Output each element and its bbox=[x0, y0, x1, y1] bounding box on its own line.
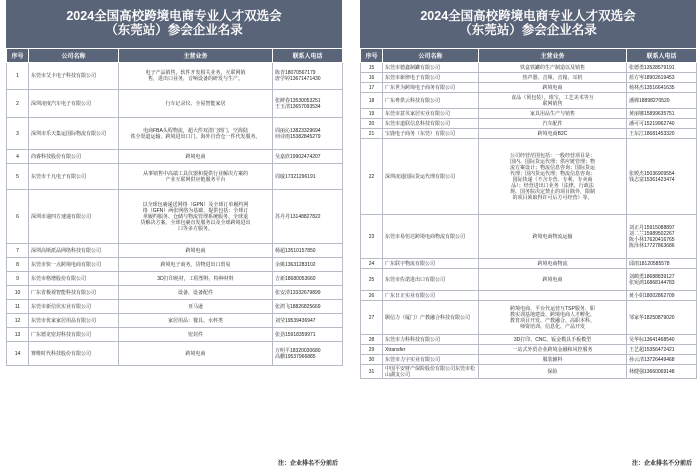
main-business bbox=[479, 215, 627, 259]
company-name: 广东日正实业有限公司 bbox=[383, 291, 479, 301]
table-row bbox=[7, 342, 343, 366]
company-name: 东莞市力科科技有限公司 bbox=[383, 335, 479, 345]
company-name: 东莞市新信伏实业有限公司 bbox=[29, 300, 119, 314]
contact-phone bbox=[273, 190, 343, 244]
company-name: 深圳市乐天集运国际物流有限公司 bbox=[29, 118, 119, 150]
contact-line: 唐学婷13671471430 bbox=[275, 76, 321, 82]
table-row bbox=[7, 300, 343, 314]
contact-line: 张劲15918359971 bbox=[275, 331, 316, 338]
main-business bbox=[119, 190, 273, 244]
business-line: 跨境电商 bbox=[542, 276, 563, 283]
business-line: 跨境电子商务，货物进出口贸易 bbox=[160, 261, 231, 268]
table-row bbox=[361, 215, 697, 259]
contact-line: 余姚13631283102 bbox=[275, 261, 316, 268]
contact-line: 苏丹丹13148827822 bbox=[275, 213, 321, 220]
row-seq: 12 bbox=[7, 314, 29, 328]
contact-phone bbox=[273, 328, 343, 342]
company-name: 广东粤供云科技有限公司 bbox=[383, 93, 479, 109]
contact-line: 何诗雨15382845279 bbox=[275, 133, 321, 140]
company-name: 中国平安财产保险股份有限公司东莞市松山湖支公司 bbox=[383, 365, 479, 379]
contact-line: 黄小姐18002862709 bbox=[629, 292, 675, 299]
table-header-row bbox=[7, 49, 343, 63]
company-name: 广东德龙密封科技有限公司 bbox=[29, 328, 119, 342]
main-business bbox=[479, 355, 627, 365]
business-line: 公司经营范围包括：一般经营项目是： bbox=[509, 152, 595, 159]
table-row bbox=[7, 90, 343, 118]
contact-line: 杨林杰13516641635 bbox=[629, 84, 675, 91]
table-row bbox=[361, 291, 697, 301]
contact-phone bbox=[627, 129, 697, 139]
main-business bbox=[479, 301, 627, 335]
row-seq: 27 bbox=[361, 301, 383, 335]
contact-line: 邱雨18120585578 bbox=[629, 260, 670, 267]
main-business bbox=[479, 119, 627, 129]
main-business bbox=[119, 118, 273, 150]
business-line: 跨境电商 bbox=[185, 247, 206, 254]
row-seq: 4 bbox=[7, 150, 29, 164]
row-seq: 31 bbox=[361, 365, 383, 379]
contact-line: 周丽沁13823329694 bbox=[275, 127, 321, 134]
row-seq: 19 bbox=[361, 109, 383, 119]
table-row bbox=[7, 63, 343, 90]
main-business bbox=[479, 345, 627, 355]
business-line: 的项目须取得许可后方可经营）等。 bbox=[512, 194, 593, 201]
header-contact-phone: 联系人电话 bbox=[627, 49, 697, 63]
contact-line: 王艺超15356472421 bbox=[629, 346, 675, 353]
main-business bbox=[119, 244, 273, 258]
business-line: 亚马逊 bbox=[187, 303, 203, 310]
page-subtitle: （东莞站）参会企业名录 bbox=[105, 23, 243, 37]
contact-phone bbox=[627, 139, 697, 215]
row-seq: 17 bbox=[361, 83, 383, 93]
contact-line: 吉新18680053660 bbox=[275, 275, 316, 282]
company-name: 东莞市格增股份有限公司 bbox=[29, 272, 119, 286]
business-line: 食品（预包装），珠宝，工艺美术等互 bbox=[511, 94, 594, 101]
row-seq: 10 bbox=[7, 286, 29, 300]
header-contact-phone: 联系人电话 bbox=[273, 49, 343, 63]
row-seq: 26 bbox=[361, 291, 383, 301]
business-line: 跨境电商物流运输 bbox=[532, 233, 573, 240]
contact-phone bbox=[627, 301, 697, 335]
contact-phone bbox=[273, 286, 343, 300]
left-roster-page bbox=[6, 0, 342, 470]
contact-phone bbox=[627, 365, 697, 379]
table-row bbox=[361, 335, 697, 345]
table-header-row bbox=[361, 49, 697, 63]
row-seq: 11 bbox=[7, 300, 29, 314]
main-business bbox=[479, 365, 627, 379]
company-name: 东莞市意贝家居实业有限公司 bbox=[383, 109, 479, 119]
contact-line: 孙云清13726449468 bbox=[629, 356, 675, 363]
main-business bbox=[119, 342, 273, 366]
contact-line: 陈青18070567179 bbox=[275, 70, 316, 76]
business-line: 电商FBA头程物流，超大件双清门到门，空海陆 bbox=[143, 127, 248, 134]
contact-phone bbox=[627, 345, 697, 355]
table-row bbox=[361, 109, 697, 119]
business-line: 教实训基地建设、跨境电商人才孵化、 bbox=[509, 311, 595, 318]
row-seq: 13 bbox=[7, 328, 29, 342]
business-line: 跨境电商 bbox=[542, 84, 563, 91]
row-seq: 2 bbox=[7, 90, 29, 118]
business-line: 跨境电商 bbox=[185, 153, 206, 160]
contact-phone bbox=[627, 63, 697, 73]
business-line: 3D打印耗材，工程塑料，特种材料 bbox=[157, 275, 234, 282]
business-line: 产业互联网供应链服务平台 bbox=[165, 176, 226, 183]
main-business bbox=[479, 259, 627, 269]
contact-line: 张鸿飞18826825669 bbox=[275, 303, 321, 310]
company-name: 深圳凌通国际货运代理有限公司 bbox=[383, 139, 479, 215]
business-line: 品）；经营进出口业务（法律、行政法 bbox=[511, 182, 594, 189]
company-name: 深圳市递四方速递有限公司 bbox=[29, 190, 119, 244]
company-name: 东莞市新律电子有限公司 bbox=[383, 73, 479, 83]
business-line: 以全球包裹递送网络（GPN）及全球订单履约网 bbox=[142, 201, 249, 208]
company-name: Xtransfer bbox=[383, 345, 479, 355]
business-line: 流方案设计；物流信息咨询；国际货运 bbox=[509, 164, 595, 171]
contact-line: 张鲜春13530053251 bbox=[275, 97, 321, 104]
contact-line: 吴华标13641468540 bbox=[629, 336, 675, 343]
business-line: 售，进出口业务，音响设备的研发与生产。 bbox=[147, 76, 243, 82]
contact-line: 张媛杰15036909554 bbox=[629, 170, 675, 177]
contact-line: 刘二兰15989502267 bbox=[629, 230, 675, 237]
table-row bbox=[7, 258, 343, 272]
table-body bbox=[361, 63, 697, 379]
company-name: 东莞市道联信息科技有限公司 bbox=[383, 119, 479, 129]
main-business bbox=[479, 83, 627, 93]
contact-line: 刘莹19539436947 bbox=[275, 317, 316, 324]
table-row bbox=[7, 118, 343, 150]
business-line: 口等多方服务。 bbox=[177, 225, 213, 232]
table-row bbox=[361, 301, 697, 335]
company-name: 东莞市快一点跨境电商有限公司 bbox=[29, 258, 119, 272]
row-seq: 20 bbox=[361, 119, 383, 129]
row-seq: 24 bbox=[361, 259, 383, 269]
main-business bbox=[119, 300, 273, 314]
contact-line: 高鹏19537966885 bbox=[275, 353, 316, 360]
contact-phone bbox=[627, 355, 697, 365]
company-name: 东莞市千凡电子有限公司 bbox=[29, 164, 119, 190]
row-seq: 16 bbox=[361, 73, 383, 83]
contact-phone bbox=[273, 164, 343, 190]
contact-line: 潘婵18898270520 bbox=[629, 97, 670, 104]
row-seq: 18 bbox=[361, 93, 383, 109]
contact-line: 张宛鸿16868144783 bbox=[629, 279, 675, 286]
company-name: 东莞市力宇实业有限公司 bbox=[383, 355, 479, 365]
main-business bbox=[119, 286, 273, 300]
business-line: 络（GFN）两张网络为基础，提供包括：全球订 bbox=[142, 207, 249, 214]
contact-phone bbox=[627, 291, 697, 301]
contact-line: 王玉清13657093534 bbox=[275, 103, 321, 110]
contact-line: 王东江18681453320 bbox=[629, 130, 675, 137]
contact-phone bbox=[627, 259, 697, 269]
contact-phone bbox=[273, 118, 343, 150]
company-name: 深圳高斯派品网络科技有限公司 bbox=[29, 244, 119, 258]
business-line: 国际快递（不含专营、专利、专卖商 bbox=[512, 176, 593, 183]
page-subtitle: （东莞站）参会企业名录 bbox=[459, 23, 597, 37]
contact-phone bbox=[627, 73, 697, 83]
company-name: 赛维时代科技股份有限公司 bbox=[29, 342, 119, 366]
contact-line: 张安清13332679899 bbox=[275, 289, 321, 296]
table-row bbox=[361, 63, 697, 73]
table-row bbox=[361, 93, 697, 109]
contact-line: 陈泽林17727863686 bbox=[629, 242, 675, 249]
contact-line: 杨超13510157850 bbox=[275, 247, 316, 254]
contact-phone bbox=[273, 150, 343, 164]
header-seq: 序号 bbox=[7, 49, 29, 63]
row-seq: 28 bbox=[361, 335, 383, 345]
company-name: 东莞市艾卡电子科技有限公司 bbox=[29, 63, 119, 90]
company-name: 深圳凌度汽车电子有限公司 bbox=[29, 90, 119, 118]
business-line: 国内、国际货运代理；供应链管理；物 bbox=[509, 158, 595, 165]
main-business bbox=[119, 272, 273, 286]
table-row bbox=[361, 345, 697, 355]
business-line: 一站式外贸企业跨境金融和风控服务 bbox=[512, 346, 593, 353]
main-business bbox=[119, 314, 273, 328]
contact-line: 蓝方岑18902619453 bbox=[629, 74, 675, 81]
business-line: 服装辅料 bbox=[542, 356, 563, 363]
row-seq: 30 bbox=[361, 355, 383, 365]
table-row bbox=[7, 164, 343, 190]
main-business bbox=[479, 269, 627, 291]
company-name: 颢信力（厦门）产教融合科技有限公司 bbox=[383, 301, 479, 335]
business-line: 单履约服务、仓储与物流管理系统服务、全球退 bbox=[142, 213, 248, 220]
row-seq: 1 bbox=[7, 63, 29, 90]
row-seq: 29 bbox=[361, 345, 383, 355]
company-name: 宝鹿电子商务（东莞）有限公司 bbox=[383, 129, 479, 139]
header-company-name: 公司名称 bbox=[29, 49, 119, 63]
business-line: 保险 bbox=[547, 368, 558, 375]
table-row bbox=[7, 314, 343, 328]
contact-phone bbox=[627, 269, 697, 291]
table-row bbox=[7, 244, 343, 258]
business-line: 密封件 bbox=[187, 331, 203, 338]
contact-line: 陈小林17620416765 bbox=[629, 236, 675, 243]
row-seq: 23 bbox=[361, 215, 383, 259]
table-row bbox=[361, 355, 697, 365]
company-table bbox=[360, 48, 697, 379]
business-line: 3D打印、CNC、钣金模具手板模型 bbox=[513, 336, 592, 343]
table-body bbox=[7, 63, 343, 366]
contact-phone bbox=[273, 258, 343, 272]
table-row bbox=[361, 269, 697, 291]
contact-line: 吴嘉欣19902474207 bbox=[275, 153, 321, 160]
company-name: 东莞市德鑫制罐有限公司 bbox=[383, 63, 479, 73]
business-line: 代理；国内货运代理；物流信息咨询； bbox=[509, 170, 595, 177]
business-line: 跨境电商B2C bbox=[537, 130, 568, 137]
header-company-name: 公司名称 bbox=[383, 49, 479, 63]
contact-phone bbox=[273, 244, 343, 258]
page-title: 2024全国高校跨境电商专业人才双选会 bbox=[66, 9, 282, 23]
table-row bbox=[7, 328, 343, 342]
main-business bbox=[119, 150, 273, 164]
contact-phone bbox=[273, 90, 343, 118]
table-row bbox=[7, 190, 343, 244]
contact-line: 张德勇13528579191 bbox=[629, 64, 675, 71]
business-line: 从事销售中高端工具仪器和提供行业解决方案的 bbox=[142, 170, 248, 177]
table-row bbox=[361, 365, 697, 379]
main-business bbox=[479, 291, 627, 301]
contact-line: 刘鹤勇18688839127 bbox=[629, 273, 675, 280]
contact-phone bbox=[273, 314, 343, 328]
business-line: 行车记录仪、全屋智能家居 bbox=[165, 100, 226, 107]
company-name: 东莞市佐诺进出口有限公司 bbox=[383, 269, 479, 291]
row-seq: 25 bbox=[361, 269, 383, 291]
contact-phone bbox=[627, 83, 697, 93]
table-row bbox=[361, 139, 697, 215]
company-name: 广东世为跨境电子商务有限公司 bbox=[383, 83, 479, 93]
main-business bbox=[119, 328, 273, 342]
business-line: 师资培训、信息化、产品开发 bbox=[519, 323, 585, 330]
table-row bbox=[7, 272, 343, 286]
ranking-note: 注：企业排名不分前后 bbox=[277, 461, 338, 467]
table-row bbox=[7, 286, 343, 300]
business-line: 教育项目开发、产教融合、高职本科、 bbox=[509, 317, 595, 324]
company-name: 东莞市优家家居用品有限公司 bbox=[29, 314, 119, 328]
main-business bbox=[119, 164, 273, 190]
header-seq: 序号 bbox=[361, 49, 383, 63]
row-seq: 3 bbox=[7, 118, 29, 150]
table-row bbox=[361, 119, 697, 129]
company-name: 广东省极视智能科技有限公司 bbox=[29, 286, 119, 300]
table-row bbox=[361, 83, 697, 93]
row-seq: 8 bbox=[7, 258, 29, 272]
row-seq: 7 bbox=[7, 244, 29, 258]
main-business bbox=[119, 90, 273, 118]
contact-phone bbox=[273, 342, 343, 366]
business-line: 规、国务院决定禁止的项目除外，限制 bbox=[509, 188, 595, 195]
table-row bbox=[361, 259, 697, 269]
contact-phone bbox=[627, 109, 697, 119]
company-table bbox=[6, 48, 343, 366]
contact-line: 万明平18320030680 bbox=[275, 347, 321, 354]
main-business bbox=[119, 258, 273, 272]
contact-line: 刘正丹15915088897 bbox=[629, 224, 675, 231]
contact-phone bbox=[273, 300, 343, 314]
row-seq: 21 bbox=[361, 129, 383, 139]
business-line: 设备，设备配件 bbox=[177, 289, 213, 296]
row-seq: 6 bbox=[7, 190, 29, 244]
main-business bbox=[479, 73, 627, 83]
table-row bbox=[361, 129, 697, 139]
contact-line: 林健强13660069148 bbox=[629, 368, 675, 375]
main-business bbox=[479, 139, 627, 215]
business-line: 家具用品生产与销售 bbox=[529, 110, 575, 117]
right-roster-page bbox=[360, 0, 696, 470]
row-seq: 14 bbox=[7, 342, 29, 366]
business-line: 电子产品销售，软件开发相关业务，互联网销 bbox=[145, 70, 246, 76]
business-line: 热声器、音频、音箱、耳机 bbox=[522, 74, 583, 81]
business-line: 汽车配件 bbox=[542, 120, 563, 127]
business-line: 跨境电商、平台代运营互TSP服务、职 bbox=[510, 305, 595, 312]
row-seq: 15 bbox=[361, 63, 383, 73]
business-line: 跨境电商物流 bbox=[537, 260, 568, 267]
contact-phone bbox=[627, 93, 697, 109]
business-line: 铁盒铁罐的生产制造以及销售 bbox=[519, 64, 585, 71]
row-seq: 9 bbox=[7, 272, 29, 286]
business-line: 跨境电商 bbox=[185, 350, 206, 357]
header-main-business: 主营业务 bbox=[479, 49, 627, 63]
page-title: 2024全国高校跨境电商专业人才双选会 bbox=[420, 9, 636, 23]
main-business bbox=[479, 129, 627, 139]
business-line: 家居用品：餐具、水杯类 bbox=[167, 317, 223, 324]
header-main-business: 主营业务 bbox=[119, 49, 273, 63]
row-seq: 22 bbox=[361, 139, 383, 215]
title-banner bbox=[6, 0, 342, 48]
row-seq: 5 bbox=[7, 164, 29, 190]
contact-phone bbox=[273, 63, 343, 90]
table-row bbox=[361, 73, 697, 83]
main-business bbox=[119, 63, 273, 90]
company-name: 东莞市易恒达跨境电商物流有限公司 bbox=[383, 215, 479, 259]
contact-line: 潘可可15219962740 bbox=[629, 120, 675, 127]
title-banner bbox=[360, 0, 696, 48]
contact-line: 黄丽娜15899635751 bbox=[629, 110, 675, 117]
main-business bbox=[479, 335, 627, 345]
business-line: 联网销售 bbox=[542, 100, 563, 107]
main-business bbox=[479, 93, 627, 109]
contact-line: 钱志富15361423474 bbox=[629, 176, 675, 183]
contact-phone bbox=[627, 119, 697, 129]
main-business bbox=[479, 109, 627, 119]
business-line: 货解决方案、全球包裹直发服务以及全球跨境进出 bbox=[140, 219, 251, 226]
ranking-note: 注：企业排名不分前后 bbox=[631, 461, 692, 467]
table-row bbox=[7, 150, 343, 164]
contact-phone bbox=[273, 272, 343, 286]
contact-line: 邹家华18250879020 bbox=[629, 314, 675, 321]
company-name: 广东联宇物流有限公司 bbox=[383, 259, 479, 269]
company-name: 尚睿科技股份有限公司 bbox=[29, 150, 119, 164]
business-line: 铁全渠道运输，跨境进出口门、海外自营仓一件代发服务。 bbox=[130, 133, 261, 140]
contact-line: 周璇17321296191 bbox=[275, 173, 316, 180]
main-business bbox=[479, 63, 627, 73]
contact-phone bbox=[627, 335, 697, 345]
contact-phone bbox=[627, 215, 697, 259]
